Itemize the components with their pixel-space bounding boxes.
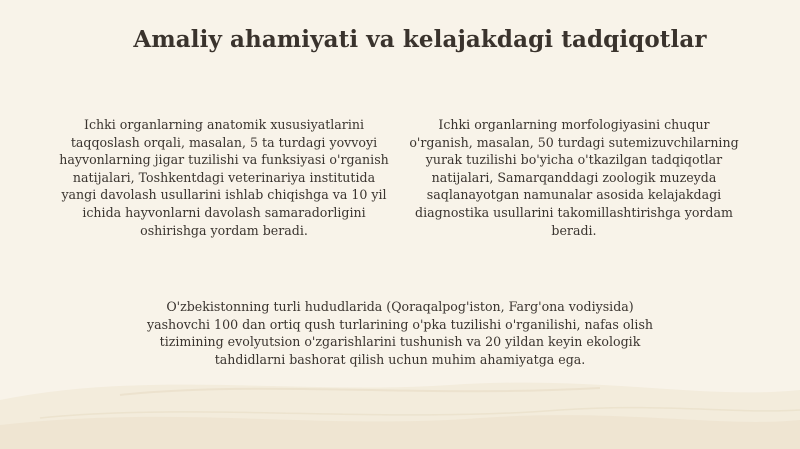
slide-title: Amaliy ahamiyati va kelajakdagi tadqiqotlar bbox=[133, 26, 707, 53]
paragraph-left: Ichki organlarning anatomik xususiyatlarini taqqoslash orqali, masalan, 5 ta turdagi yovvoyi hayvonlarning jigar tuzilishi va funksiyasi o'rganish natijalari, Toshkentdagi veterinariya institutida yangi davolash usullarini ishlab chiqishga va 10 yil ichida hayvonlarni davolash samaradorligini oshirishga yordam beradi. bbox=[59, 117, 389, 238]
paragraph-right: Ichki organlarning morfologiyasini chuqur o'rganish, masalan, 50 turdagi sutemizuvchilarning yurak tuzilishi bo'yicha o'tkazilgan tadqiqotlar natijalari, Samarqanddagi zoologik muzeyda saqlanayotgan namunalar asosida kelajakdagi diagnostika usullarini takomillashtirishga yordam beradi. bbox=[409, 117, 739, 238]
paragraph-bottom: O'zbekistonning turli hududlarida (Qoraqalpog'iston, Farg'ona vodiysida) yashovchi 100 dan ortiq qush turlarining o'pka tuzilishi o'rganilishi, nafas olish tizimining evolyutsion o'zgarishlarini tushunish va 20 yildan keyin ekologik tahdidlarni bashorat qilish uchun muhim ahamiyatga ega. bbox=[146, 299, 654, 367]
